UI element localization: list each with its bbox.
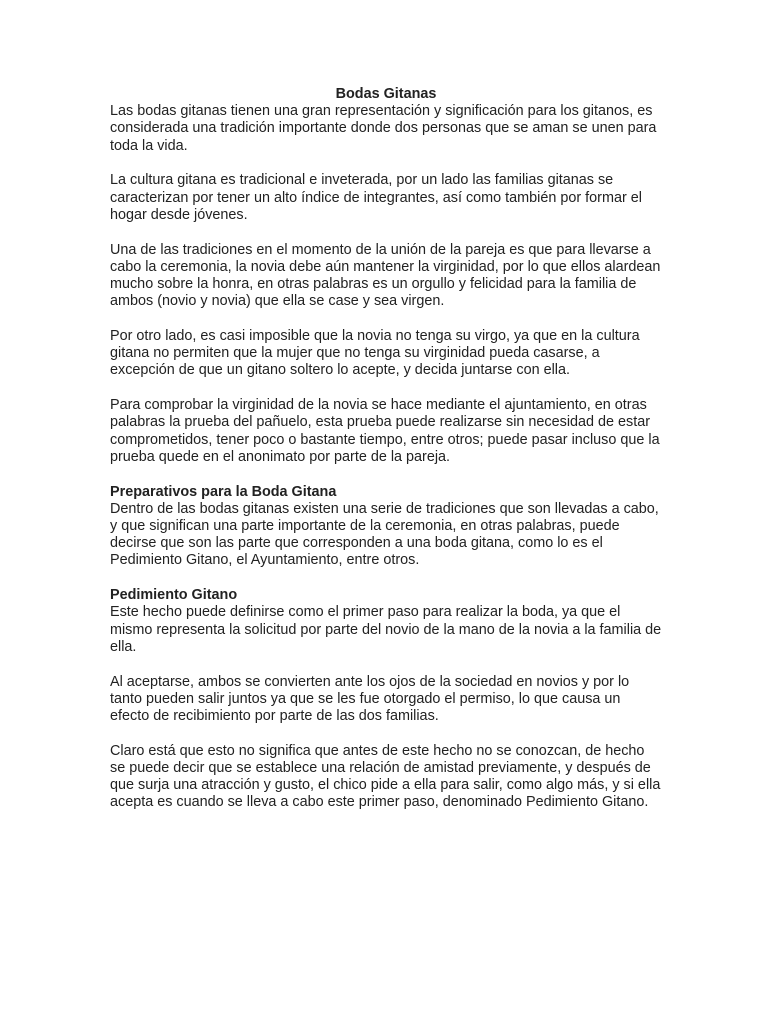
section-text-pedimiento: Este hecho puede definirse como el primer paso para realizar la boda, ya que el mismo representa la solicitud por parte del novio de la mano de la novia a la familia de ella.	[110, 604, 662, 655]
paragraph-pedimiento-2: Al aceptarse, ambos se convierten ante los ojos de la sociedad en novios y por lo tanto pueden salir juntos ya que se les fue otorgado el permiso, lo que causa un efecto de recibimiento por parte de las dos familias.	[110, 673, 630, 725]
paragraph-pedimiento-3: Claro está que esto no significa que antes de este hecho no se conozcan, de hecho se puede decir que se establece una relación de amistad previamente, y después de que surja una atracción y gusto, el chico pide a ella para salir, como algo más, y si ella acepta es cuando se lleva a cabo este primer paso, denominado Pedimiento Gitano.	[110, 742, 661, 811]
paragraph-4: Por otro lado, es casi imposible que la novia no tenga su virgo, ya que en la cultura gitana no permiten que la mujer que no tenga su virginidad pueda casarse, a excepción de que un gitano soltero lo acepte, y decida juntarse con ella.	[110, 328, 640, 379]
paragraph-3: Una de las tradiciones en el momento de la unión de la pareja es que para llevarse a cabo la ceremonia, la novia debe aún mantener la virginidad, por lo que ellos alardean mucho sobre la honra, en otras palabras es un orgullo y felicidad para la familia de ambos (novio y novia) que ella se case y sea virgen.	[110, 241, 661, 310]
section-text-preparativos: Dentro de las bodas gitanas existen una serie de tradiciones que son llevadas a cabo, y que significan una parte importante de la ceremonia, en otras palabras, puede decirse que son las parte que corresponden a una boda gitana, como lo es el Pedimiento Gitano, el Ayuntamiento, entre otros.	[110, 500, 659, 569]
section-pedimiento	[110, 587, 662, 656]
paragraph-1: Las bodas gitanas tienen una gran representación y significación para los gitanos, es considerada una tradición importante donde dos personas que se aman se unen para toda la vida.	[110, 103, 657, 154]
section-heading-preparativos: Preparativos para la Boda Gitana	[110, 483, 337, 500]
document-body	[110, 86, 662, 829]
section-preparativos	[110, 484, 662, 570]
document-title: Bodas Gitanas	[335, 86, 437, 102]
paragraph-2: La cultura gitana es tradicional e inveterada, por un lado las familias gitanas se caracterizan por tener un alto índice de integrantes, así como también por formar el hogar desde jóvenes.	[110, 172, 642, 223]
section-heading-pedimiento: Pedimiento Gitano	[110, 587, 238, 604]
paragraph-5: Para comprobar la virginidad de la novia se hace mediante el ajuntamiento, en otras palabras la prueba del pañuelo, esta prueba puede realizarse sin necesidad de estar comprometidos, tener poco o bastante tiempo, entre otros; puede pasar incluso que la prueba quede en el anonimato por parte de la pareja.	[110, 397, 660, 465]
